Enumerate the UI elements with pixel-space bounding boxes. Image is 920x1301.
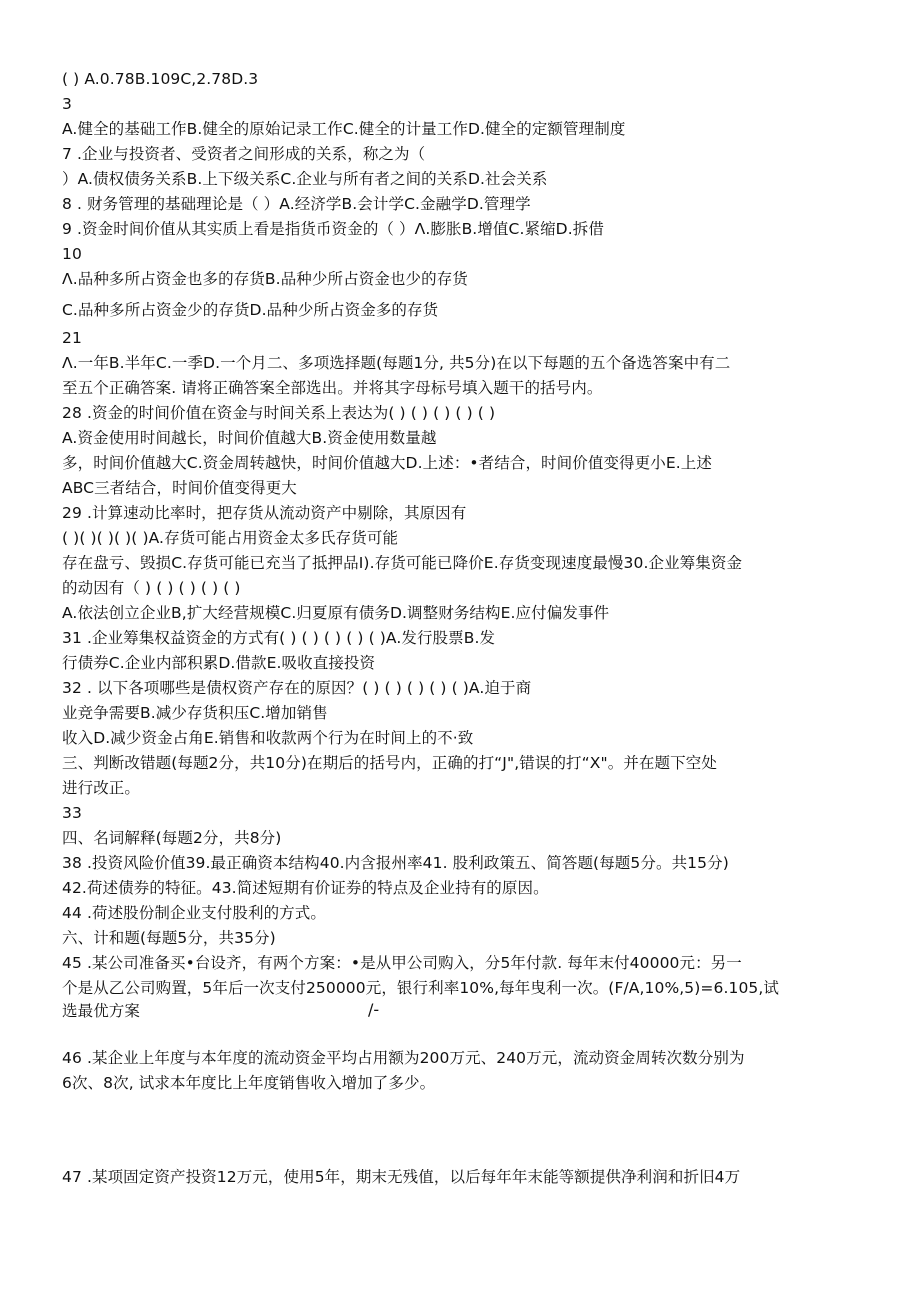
text-line: 47 .某项固定资产投资12万元，使用5年，期末无残值，以后每年年末能等额提供净利润和折旧4万: [62, 1168, 741, 1186]
text-line: 32 . 以下各项哪些是债权资产存在的原因？( ) ( ) ( ) ( ) ( )A.迫于商: [62, 679, 532, 697]
text-line: 8 . 财务管理的基础理论是（ ）A.经济学B.会计学C.金融学D.管理学: [62, 195, 531, 213]
text-line: 进行改正。: [62, 779, 141, 797]
text-line: 6次、8次, 试求本年度比上年度销售收入增加了多少。: [62, 1074, 436, 1092]
text-line: C.品种多所占资金少的存货D.品种少所占资金多的存货: [62, 301, 439, 319]
text-line: 42.荷述债券的特征。43.简述短期有价证券的特点及企业持有的原因。: [62, 879, 549, 897]
text-line: 33: [62, 804, 82, 822]
text-line: 六、计和题(每题5分，共35分): [62, 929, 276, 947]
text-line: 44 .荷述股份制企业支付股利的方式。: [62, 904, 326, 922]
text-line: Λ.一年B.半年C.一季D.一个月二、多项选择题(每题1分, 共5分)在以下每题的五个备选答案中有二: [62, 354, 731, 372]
text-line: 45 .某公司准备买•台设齐，有两个方案：•是从甲公司购入，分5年付款. 每年末付40000元：另一: [62, 954, 742, 972]
text-line: 业竞争需要B.减少存货积压C.增加销售: [62, 704, 328, 722]
text-line: 28 .资金的时间价值在资金与时间关系上表达为( ) ( ) ( ) ( ) ( ): [62, 404, 496, 422]
text-line: 9 .资金时间价值从其实质上看是指货币资金的（ ）Λ.膨胀B.增值C.紧缩D.拆借: [62, 220, 604, 238]
text-line: A.健全的基础工作B.健全的原始记录工作C.健全的计量工作D.健全的定额管理制度: [62, 120, 626, 138]
text-line: 多，时间价值越大C.资金周转越快，时间价值越大D.上述：•者结合，时间价值变得更小E.上述: [62, 454, 712, 472]
text-line: 31 .企业筹集权益资金的方式有( ) ( ) ( ) ( ) ( )A.发行股票B.发: [62, 629, 496, 647]
text-line: ( ) A.0.78B.109C,2.78D.3: [62, 70, 259, 88]
text-line: Λ.品种多所占资金也多的存货B.品种少所占资金也少的存货: [62, 270, 468, 288]
text-line: 21: [62, 329, 82, 347]
text-line: 10: [62, 245, 82, 263]
text-line: ）A.债权债务关系B.上下级关系C.企业与所有者之间的关系D.社会关系: [62, 170, 548, 188]
text-line: 的动因有（ ) ( ) ( ) ( ) ( ): [62, 579, 241, 597]
text-line: 选最优方案: [62, 1002, 141, 1020]
text-line: 三、判断改错题(每题2分，共10分)在期后的括号内，正确的打“J",错误的打“X"。并在题下空处: [62, 754, 717, 772]
text-line: ( )( )( )( )( )A.存货可能占用资金太多氏存货可能: [62, 529, 399, 547]
text-line: 3: [62, 95, 72, 113]
text-line: 个是从乙公司购置，5年后一次支付250000元，银行利率10%,每年曳利一次。(F/A,10%,5)=6.105,试: [62, 979, 780, 997]
text-line: A.资金使用时间越长，时间价值越大B.资金使用数量越: [62, 429, 437, 447]
stray-mark: /-: [368, 1000, 380, 1019]
text-line: 四、名词解释(每题2分，共8分): [62, 829, 282, 847]
text-line: 7 .企业与投资者、受资者之间形成的关系，称之为（: [62, 145, 426, 163]
text-line: 46 .某企业上年度与本年度的流动资金平均占用额为200万元、240万元，流动资金周转次数分别为: [62, 1049, 745, 1067]
text-line: ABC三者结合，时间价值变得更大: [62, 479, 297, 497]
text-line: A.依法创立企业B,扩大经营规模C.归夏原有债务D.调整财务结构E.应付偏发事件: [62, 604, 610, 622]
text-line: 至五个正确答案. 请将正确答案全部选出。并将其字母标号填入题干的括号内。: [62, 379, 603, 397]
text-line: 29 .计算速动比率时，把存货从流动资产中剔除，其原因有: [62, 504, 467, 522]
text-line: 存在盘亏、毁损C.存货可能已充当了抵押品I).存货可能已降价E.存货变现速度最慢30.企业筹集资金: [62, 554, 743, 572]
text-line: 38 .投资风险价值39.最正确资本结构40.内含报州率41. 股利政策五、简答题(每题5分。共15分): [62, 854, 729, 872]
text-line: 行债券C.企业内部积累D.借款E.吸收直接投资: [62, 654, 376, 672]
text-line: 收入D.减少资金占角E.销售和收款两个行为在时间上的不·致: [62, 729, 474, 747]
